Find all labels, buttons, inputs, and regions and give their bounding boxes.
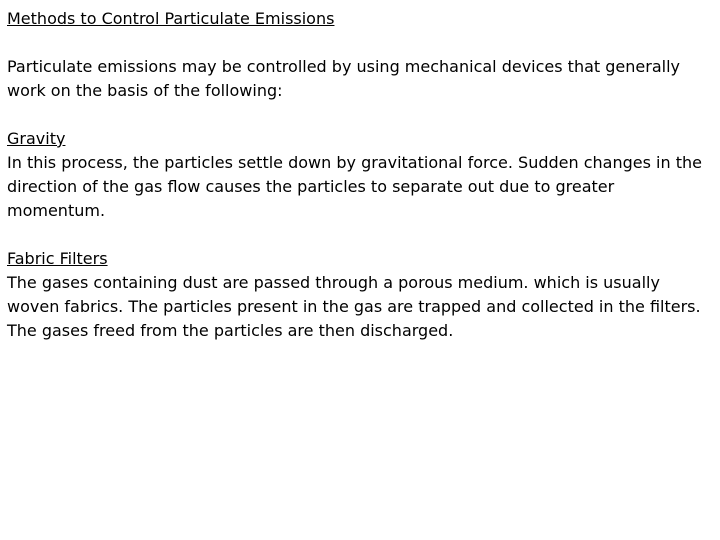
section-heading: Gravity — [7, 129, 66, 148]
section-heading: Fabric Filters — [7, 249, 108, 268]
section-text: In this process, the particles settle down by gravitational force. Sudden changes in the direction of the gas flow causes the particles to separate out due to greater momentum. — [7, 153, 702, 220]
section-gravity — [7, 127, 713, 223]
slide-content — [7, 7, 713, 367]
section-fabric-filters — [7, 247, 713, 343]
section-text: The gases containing dust are passed through a porous medium. which is usually woven fabrics. The particles present in the gas are trapped and collected in the filters. The gases freed from the particles are then discharged. — [7, 273, 701, 340]
page-title: Methods to Control Particulate Emissions — [7, 9, 335, 28]
intro-paragraph: Particulate emissions may be controlled by using mechanical devices that generally work on the basis of the following: — [7, 57, 680, 100]
